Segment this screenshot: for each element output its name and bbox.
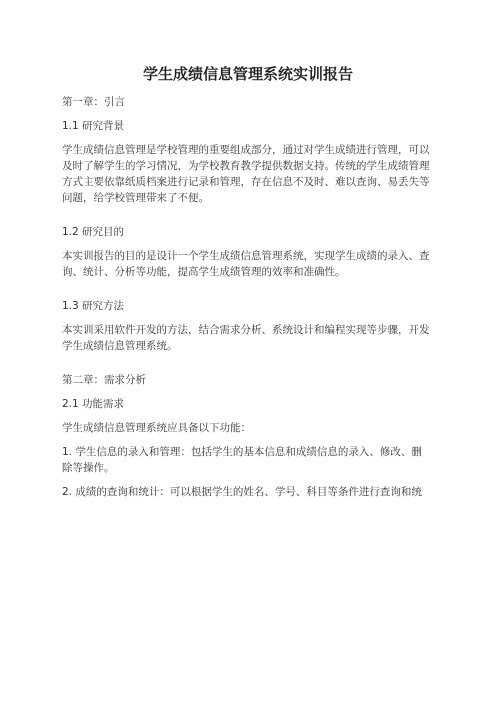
paragraph-line: 本实训报告的目的是设计一个学生成绩信息管理系统，实现学生成绩的录入、查 (62, 250, 430, 262)
section-2-1-intro: 学生成绩信息管理系统应具备以下功能： (62, 422, 251, 434)
chapter-2-heading: 第二章：需求分析 (62, 374, 146, 386)
section-1-2-heading: 1.2 研究目的 (62, 226, 125, 238)
list-item-line: 除等操作。 (62, 462, 115, 474)
paragraph-line: 询、统计、分析等功能，提高学生成绩管理的效率和准确性。 (62, 266, 346, 278)
section-1-1-heading: 1.1 研究背景 (62, 120, 125, 132)
paragraph-line: 方式主要依靠纸质档案进行记录和管理，存在信息不及时、难以查询、易丢失等 (62, 176, 430, 188)
paragraph-line: 学生成绩信息管理是学校管理的重要组成部分，通过对学生成绩进行管理，可以 (62, 144, 430, 156)
section-1-1-paragraph (62, 142, 438, 206)
section-1-2-paragraph (62, 248, 438, 280)
document-body (62, 94, 438, 500)
list-item (62, 484, 438, 500)
section-1-3-heading: 1.3 研究方法 (62, 300, 125, 312)
list-item-line: 1. 学生信息的录入和管理：包括学生的基本信息和成绩信息的录入、修改、删 (62, 446, 422, 458)
document-title: 学生成绩信息管理系统实训报告 (142, 65, 353, 83)
list-item-line: 2. 成绩的查询和统计：可以根据学生的姓名、学号、科目等条件进行查询和统 (62, 486, 422, 498)
chapter-1-heading: 第一章：引言 (62, 96, 125, 108)
paragraph-line: 问题，给学校管理带来了不便。 (62, 192, 209, 204)
section-2-1-heading: 2.1 功能需求 (62, 398, 125, 410)
paragraph-line: 及时了解学生的学习情况，为学校教育教学提供数据支持。传统的学生成绩管理 (62, 160, 430, 172)
paragraph-line: 本实训采用软件开发的方法，结合需求分析、系统设计和编程实现等步骤，开发 (62, 324, 430, 336)
section-1-3-paragraph (62, 322, 438, 354)
list-item (62, 444, 438, 476)
paragraph-line: 学生成绩信息管理系统。 (62, 340, 178, 352)
